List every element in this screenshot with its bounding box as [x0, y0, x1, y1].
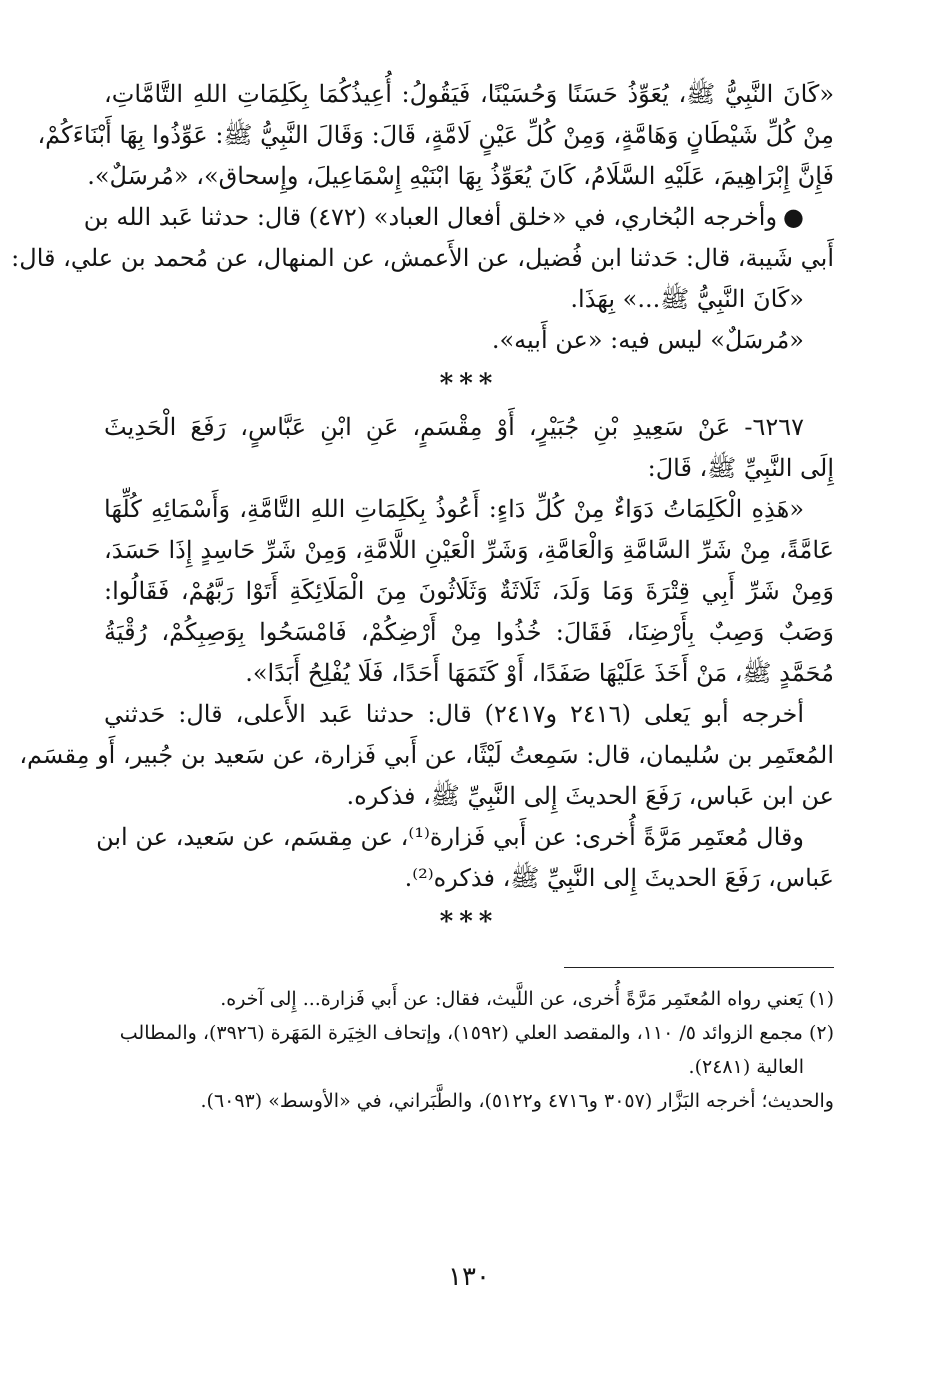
matn-line: وَمِنْ شَرِّ أَبِي قِتْرَةَ وَمَا وَلَدَ، ثَلَاثَةٌ وَثَلَاثُونَ مِنَ الْمَلَائِكَةِ أَتَوْا رَبَّهُمْ، فَقَالُوا: — [104, 577, 834, 605]
takhrij-line: وقال مُعتَمِر مَرَّةً أُخرى: عن أَبي فَزارة⁽¹⁾، عن مِقسَم، عن سَعيد، عن ابن — [96, 823, 804, 851]
takhrij-line: أَبي شَيبة، قال: حَدثنا ابن فُضيل، عن الأَعمش، عن المنهال، عن مُحمد بن علي، قال: — [11, 244, 834, 272]
footnote: العالية (٢٤٨١). — [688, 1056, 804, 1078]
section-separator: *** — [439, 369, 499, 399]
takhrij-text: وأخرجه البُخاري، في «خلق أفعال العباد» (٤٧٢) قال: حدثنا عَبد الله بن — [83, 203, 778, 231]
hadith-text-line: فَإِنَّ إِبْرَاهِيمَ، عَلَيْهِ السَّلَامُ، كَانَ يُعَوِّذُ بِهَا ابْنَيْهِ إِسْمَاعِيلَ، وإِسحاق»، «مُرسَلٌ». — [87, 162, 834, 190]
hadith-header-line: ٦٢٦٧- عَنْ سَعِيدِ بْنِ جُبَيْرٍ، أَوْ مِقْسَمٍ، عَنِ ابْنِ عَبَّاسٍ، رَفَعَ الْحَدِيثَ — [104, 413, 804, 441]
takhrij-line: عَباس، رَفَعَ الحديثَ إِلى النَّبِيِّ ﷺ، فذكره⁽²⁾. — [404, 864, 834, 892]
takhrij-line: أخرجه أبو يَعلى (٢٤١٦ و٢٤١٧) قال: حدثنا عَبد الأَعلى، قال: حَدثني — [104, 700, 805, 728]
matn-line: عَامَّةً، مِنْ شَرِّ السَّامَّةِ وَالْعَامَّةِ، وَشَرِّ الْعَيْنِ اللَّامَّةِ، وَمِنْ شَرِّ حَاسِدٍ إِذَا حَسَدَ، — [104, 536, 834, 564]
footnote: (٢) مجمع الزوائد ٥/ ١١٠، والمقصد العلي (١٥٩٢)، وإتحاف الخِيَرة المَهَرة (٣٩٢٦)، والمطالب — [119, 1022, 834, 1044]
matn-line: «هَذِهِ الْكَلِمَاتُ دَوَاءٌ مِنْ كُلِّ دَاءٍ: أَعُوذُ بِكَلِمَاتِ اللهِ التَّامَّةِ، وَأَسْمَائِهِ كُلِّهَا — [104, 495, 804, 523]
hadith-text-line: «كَانَ النَّبِيُّ ﷺ، يُعَوِّذُ حَسَنًا وَحُسَيْنًا، فَيَقُولُ: أُعِيذُكُمَا بِكَلِمَاتِ اللهِ التَّامَّاتِ، — [104, 80, 834, 108]
takhrij-line — [83, 197, 834, 238]
section-separator: *** — [439, 907, 499, 937]
hadith-header-line: إِلَى النَّبِيِّ ﷺ، قَالَ: — [647, 454, 834, 482]
bullet-icon: ● — [783, 203, 804, 231]
footnote: (١) يَعني رواه المُعتَمِر مَرَّةً أُخرى، عن اللَّيث، فقال: عن أَبي فَزارة... إِلى آخره. — [220, 988, 834, 1010]
takhrij-line: عن ابن عَباس، رَفَعَ الحديثَ إِلى النَّبِيِّ ﷺ، فذكره. — [346, 782, 834, 810]
matn-line: مُحَمَّدٍ ﷺ، مَنْ أَخَذَ عَلَيْهَا صَفَدًا، أَوْ كَتَمَهَا أَحَدًا، فَلَا يُفْلِحُ أَبَدًا». — [245, 659, 834, 687]
matn-line: وَصَبٌ وَصِبٌ بِأَرْضِنَا، فَقَالَ: خُذُوا مِنْ أَرْضِكُمْ، فَامْسَحُوا بِوَصِبِكُمْ، رُقْيَةُ — [104, 618, 834, 646]
takhrij-line: المُعتَمِر بن سُليمان، قال: سَمِعتُ لَيْثًا، عن أَبي فَزارة، عن سَعيد بن جُبير، أَو مِقسَم، — [19, 741, 834, 769]
footnote: والحديث؛ أخرجه البَزَّار (٣٠٥٧ و٤٧١٦ و٥١٢٢)، والطَّبَراني، في «الأوسط» (٦٠٩٣). — [200, 1090, 834, 1112]
page-number: ١٣٠ — [448, 1262, 490, 1292]
hadith-text-line: مِنْ كُلِّ شَيْطَانٍ وَهَامَّةٍ، وَمِنْ كُلِّ عَيْنٍ لَامَّةٍ، قَالَ: وَقَالَ النَّبِيُّ ﷺ: عَوِّذُوا بِهَا أَبْنَاءَكُمْ، — [37, 121, 834, 149]
takhrij-line: «مُرسَلٌ» ليس فيه: «عن أَبيه». — [491, 326, 804, 354]
takhrij-line: «كَانَ النَّبِيُّ ﷺ...» بِهَذَا. — [570, 285, 804, 313]
footnote-divider — [564, 967, 834, 968]
